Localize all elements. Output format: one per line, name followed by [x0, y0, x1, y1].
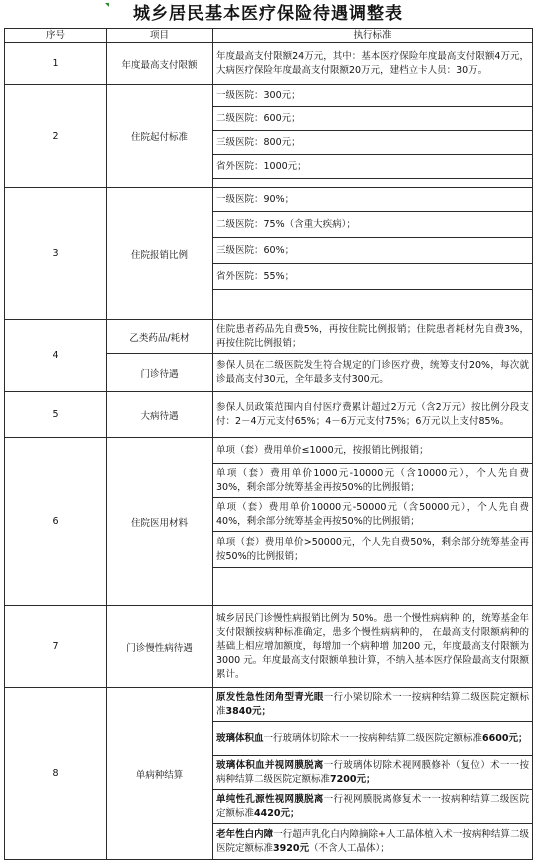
row-index: 3: [5, 188, 107, 320]
table-row: [5, 188, 533, 212]
row-standard: 单纯性孔源性视网膜脱离一行视网膜脱离修复术一一按病种结算二级医院定额标准4420元；: [213, 790, 533, 824]
row-standard: 住院患者药品先自费5%，再按住院比例报销；住院患者耗材先自费3%，再按住院比例报销；: [213, 320, 533, 354]
cell-marker-icon: [105, 3, 109, 7]
row-item: 门诊待遇: [107, 354, 213, 392]
row-standard: 参保人员政策范围内自付医疗费累计超过2万元（含2万元）按比例分段支付：2－4万元支付65%；4－6万元支付75%；6万元以上支付85%。: [213, 392, 533, 438]
row-item: 大病待遇: [107, 392, 213, 438]
quota-amount: 7200元；: [330, 773, 376, 785]
row-standard: 一级医院：90%；: [213, 188, 533, 212]
disease-name: 玻璃体积血并视网膜脱离: [216, 759, 324, 771]
row-standard: 二级医院：600元；: [213, 107, 533, 131]
row-standard: 年度最高支付限额24万元，其中：基本医疗保险年度最高支付限额4万元，大病医疗保险年度最高支付限额20万元，建档立卡人员：30万。: [213, 43, 533, 85]
quota-amount: 3840元；: [225, 705, 271, 717]
row-standard: 省外医院：1000元；: [213, 155, 533, 179]
table-row: [5, 606, 533, 688]
disease-name: 玻璃体积血: [216, 732, 264, 744]
table-row: [5, 392, 533, 438]
header-idx: 序号: [5, 29, 107, 43]
row-standard: 省外医院：55%；: [213, 264, 533, 290]
row-standard-empty: [213, 568, 533, 606]
page-title: 城乡居民基本医疗保险待遇调整表: [133, 4, 403, 24]
row-standard: 玻璃体积血一行玻璃体切除术一一按病种结算二级医院定额标准6600元；: [213, 722, 533, 756]
row-standard: 单项（套）费用单价1000元-10000元（含10000元），个人先自费30%，剩余部分统筹基金再按50%的比例报销；: [213, 464, 533, 498]
table-row: [5, 688, 533, 722]
row-item: 乙类药品/耗材: [107, 320, 213, 354]
row-item: 门诊慢性病待遇: [107, 606, 213, 688]
header-item: 项目: [107, 29, 213, 43]
row-standard: 玻璃体积血并视网膜脱离一行玻璃体切除术视网膜修补（复位）术一一按病种结算二级医院定额标准7200元；: [213, 756, 533, 790]
header-std: 执行标准: [213, 29, 533, 43]
quota-amount: 3920元: [273, 842, 309, 854]
row-standard: 单项（套）费用单价>50000元，个人先自费50%，剩余部分统筹基金再按50%的比例报销；: [213, 532, 533, 568]
row-standard-empty: [213, 179, 533, 188]
table-row: [5, 320, 533, 354]
table-row: [5, 438, 533, 464]
row-item: 住院报销比例: [107, 188, 213, 320]
header-row: [5, 29, 533, 43]
row-item: 年度最高支付限额: [107, 43, 213, 85]
benefit-table: [4, 28, 533, 860]
row-standard: 一级医院：300元；: [213, 85, 533, 107]
row-index: 5: [5, 392, 107, 438]
row-index: 2: [5, 85, 107, 188]
row-standard: 单项（套）费用单价10000元-50000元（含50000元），个人先自费40%，剩余部分统筹基金再按50%的比例报销；: [213, 498, 533, 532]
quota-amount: 6600元；: [482, 732, 528, 744]
quota-amount: 4420元；: [254, 807, 300, 819]
row-index: 4: [5, 320, 107, 392]
row-standard: 二级医院：75%（含重大疾病）；: [213, 212, 533, 238]
row-standard: 单项（套）费用单价≤1000元，按报销比例报销；: [213, 438, 533, 464]
row-standard: 三级医院：60%；: [213, 238, 533, 264]
row-item: 单病种结算: [107, 688, 213, 860]
row-item: 住院起付标准: [107, 85, 213, 188]
row-standard: 三级医院：800元；: [213, 131, 533, 155]
row-item: 住院医用材料: [107, 438, 213, 606]
disease-name: 原发性急性闭角型青光眼: [216, 691, 324, 703]
row-standard: 城乡居民门诊慢性病报销比例为 50%。患一个慢性病病种 的，统筹基金年支付限额按病种标准确定，患多个慢性病病种的， 在最高支付限额病种的基础上相应增加额度，每增加一个病种增 加200 元，年度最高支付限额为 3000 元。年度最高支付限额单独计算，不纳入基本医疗保险最高支付限额累计。: [213, 606, 533, 688]
table-row: [5, 43, 533, 85]
row-index: 1: [5, 43, 107, 85]
row-index: 6: [5, 438, 107, 606]
disease-name: 老年性白内障: [216, 828, 274, 840]
row-standard: 原发性急性闭角型青光眼一行小梁切除术一一按病种结算二级医院定额标准3840元；: [213, 688, 533, 722]
row-index: 7: [5, 606, 107, 688]
row-index: 8: [5, 688, 107, 860]
table-row: [5, 85, 533, 107]
row-standard: 参保人员在二级医院发生符合规定的门诊医疗费，统筹支付20%，每次就诊最高支付30元，全年最多支付300元。: [213, 354, 533, 392]
row-standard: 老年性白内障一行超声乳化白内障摘除+人工晶体植入术一按病种结算二级医院定额标准3920元（不含人工晶体）；: [213, 824, 533, 860]
disease-name: 单纯性孔源性视网膜脱离: [216, 793, 324, 805]
row-standard-empty: [213, 290, 533, 320]
